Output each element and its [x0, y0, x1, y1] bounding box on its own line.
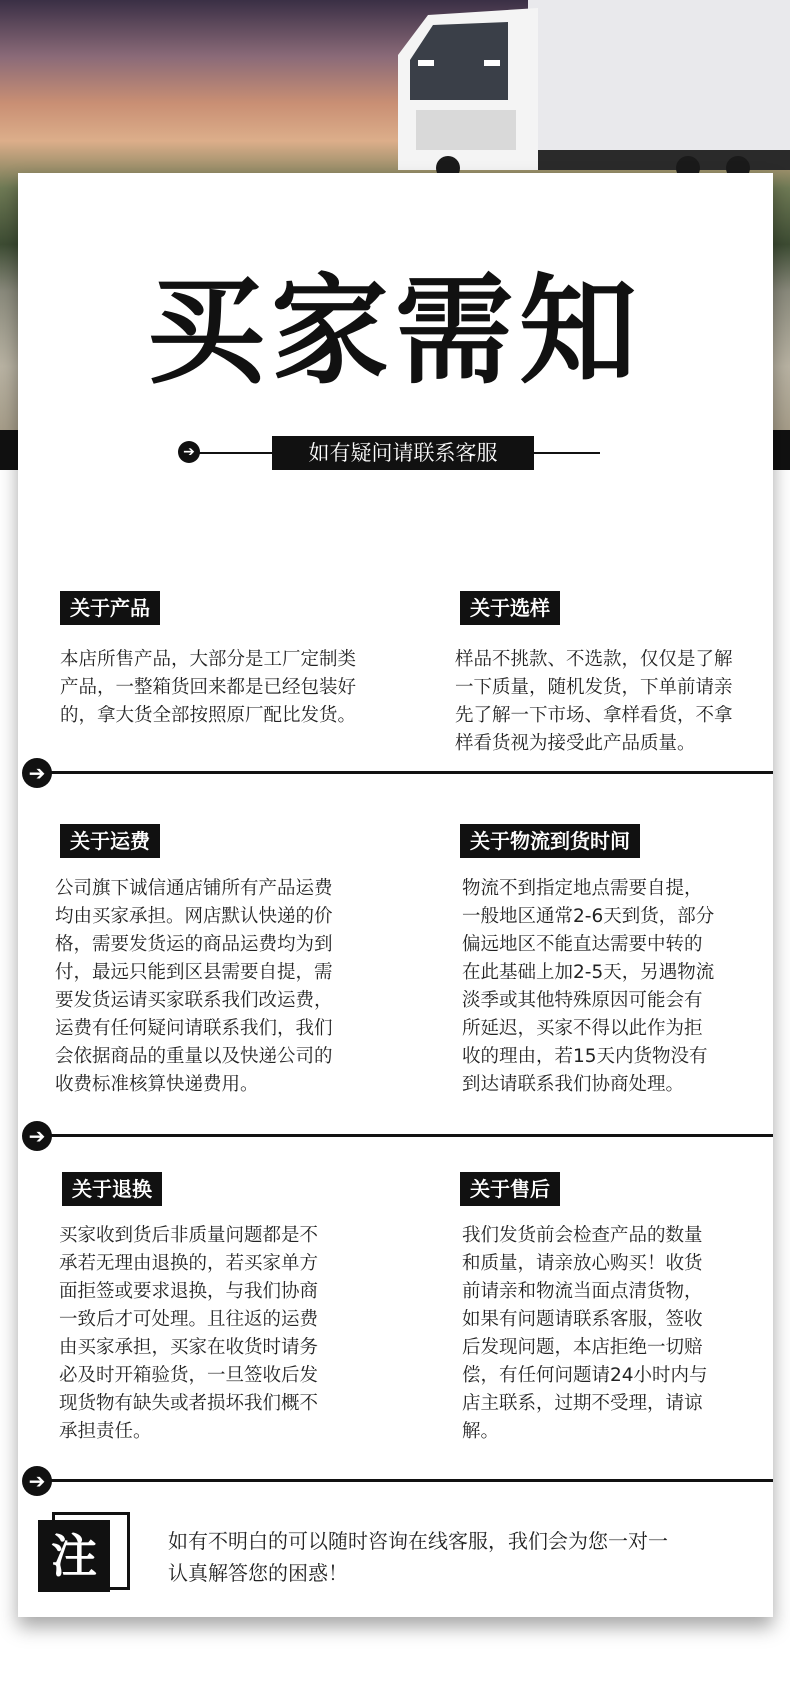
text-line: 必及时开箱验货，一旦签收后发 [59, 1365, 319, 1386]
text-line: 产品，一整箱货回来都是已经包装好 [60, 677, 357, 698]
text-line: 偿，有任何问题请24小时内与 [462, 1365, 708, 1386]
text-line: 面拒签或要求退换，与我们协商 [59, 1281, 319, 1302]
text-line: 样品不挑款、不选款，仅仅是了解 [455, 649, 733, 670]
section-text-after-sales [462, 1222, 708, 1446]
text-line: 在此基础上加2-5天，另遇物流 [462, 962, 715, 983]
section-text-shipping-fee [55, 875, 333, 1099]
text-line: 本店所售产品，大部分是工厂定制类 [60, 649, 357, 670]
text-line: 的，拿大货全部按照原厂配比发货。 [60, 705, 357, 726]
page-title: 买家需知 [146, 262, 643, 400]
section-tag-product: 关于产品 [60, 591, 160, 625]
text-line: 物流不到指定地点需要自提， [462, 878, 703, 899]
text-line: 所延迟，买家不得以此作为拒 [462, 1018, 703, 1039]
separator-line [40, 1134, 773, 1137]
note-badge: 注 [38, 1520, 110, 1592]
text-line: 收费标准核算快递费用。 [55, 1074, 259, 1095]
section-tag-after-sales: 关于售后 [460, 1172, 560, 1206]
text-line: 我们发货前会检查产品的数量 [462, 1225, 703, 1246]
text-line: 到达请联系我们协商处理。 [462, 1074, 685, 1095]
text-line: 如果有问题请联系客服，签收 [462, 1309, 703, 1330]
truck-illustration [388, 0, 790, 175]
section-text-sample [455, 646, 733, 758]
text-line: 由买家承担，买家在收货时请务 [59, 1337, 319, 1358]
note-text [168, 1525, 738, 1589]
text-line: 解。 [462, 1421, 500, 1442]
section-text-delivery-time [462, 875, 714, 1099]
text-line: 如有不明白的可以随时咨询在线客服，我们会为您一对一 [168, 1529, 668, 1553]
arrow-right-icon: ➔ [178, 441, 200, 463]
text-line: 样看货视为接受此产品质量。 [455, 733, 696, 754]
text-line: 格，需要发货运的商品运费均为到 [55, 934, 333, 955]
text-line: 公司旗下诚信通店铺所有产品运费 [55, 878, 333, 899]
text-line: 认真解答您的困惑！ [168, 1561, 348, 1585]
section-tag-returns: 关于退换 [62, 1172, 162, 1206]
text-line: 现货物有缺失或者损坏我们概不 [59, 1393, 319, 1414]
text-line: 一下质量，随机发货，下单前请亲 [455, 677, 733, 698]
text-line: 前请亲和物流当面点清货物， [462, 1281, 703, 1302]
text-line: 收的理由，若15天内货物没有 [462, 1046, 708, 1067]
separator-line [40, 771, 773, 774]
arrow-right-icon: ➔ [22, 1121, 52, 1151]
text-line: 均由买家承担。网店默认快递的价 [55, 906, 333, 927]
text-line: 会依据商品的重量以及快递公司的 [55, 1046, 333, 1067]
text-line: 偏远地区不能直达需要中转的 [462, 934, 703, 955]
text-line: 一般地区通常2-6天到货，部分 [462, 906, 715, 927]
text-line: 承担责任。 [59, 1421, 152, 1442]
section-text-product [60, 646, 356, 730]
text-line: 一致后才可处理。且往返的运费 [59, 1309, 319, 1330]
text-line: 淡季或其他特殊原因可能会有 [462, 990, 703, 1011]
text-line: 要发货运请买家联系我们改运费， [55, 990, 333, 1011]
text-line: 买家收到货后非质量问题都是不 [59, 1225, 319, 1246]
section-text-returns [59, 1222, 318, 1446]
text-line: 付，最远只能到区县需要自提，需 [55, 962, 333, 983]
text-line: 后发现问题，本店拒绝一切赔 [462, 1337, 703, 1358]
separator-line [40, 1479, 773, 1482]
section-tag-delivery-time: 关于物流到货时间 [460, 824, 640, 858]
text-line: 店主联系，过期不受理，请谅 [462, 1393, 703, 1414]
section-tag-shipping-fee: 关于运费 [60, 824, 160, 858]
arrow-right-icon: ➔ [22, 758, 52, 788]
text-line: 承若无理由退换的，若买家单方 [59, 1253, 319, 1274]
text-line: 运费有任何疑问请联系我们，我们 [55, 1018, 333, 1039]
section-tag-sample: 关于选样 [460, 591, 560, 625]
text-line: 先了解一下市场、拿样看货，不拿 [455, 705, 733, 726]
page-subtitle: 如有疑问请联系客服 [272, 436, 534, 470]
text-line: 和质量，请亲放心购买！收货 [462, 1253, 703, 1274]
arrow-right-icon: ➔ [22, 1466, 52, 1496]
